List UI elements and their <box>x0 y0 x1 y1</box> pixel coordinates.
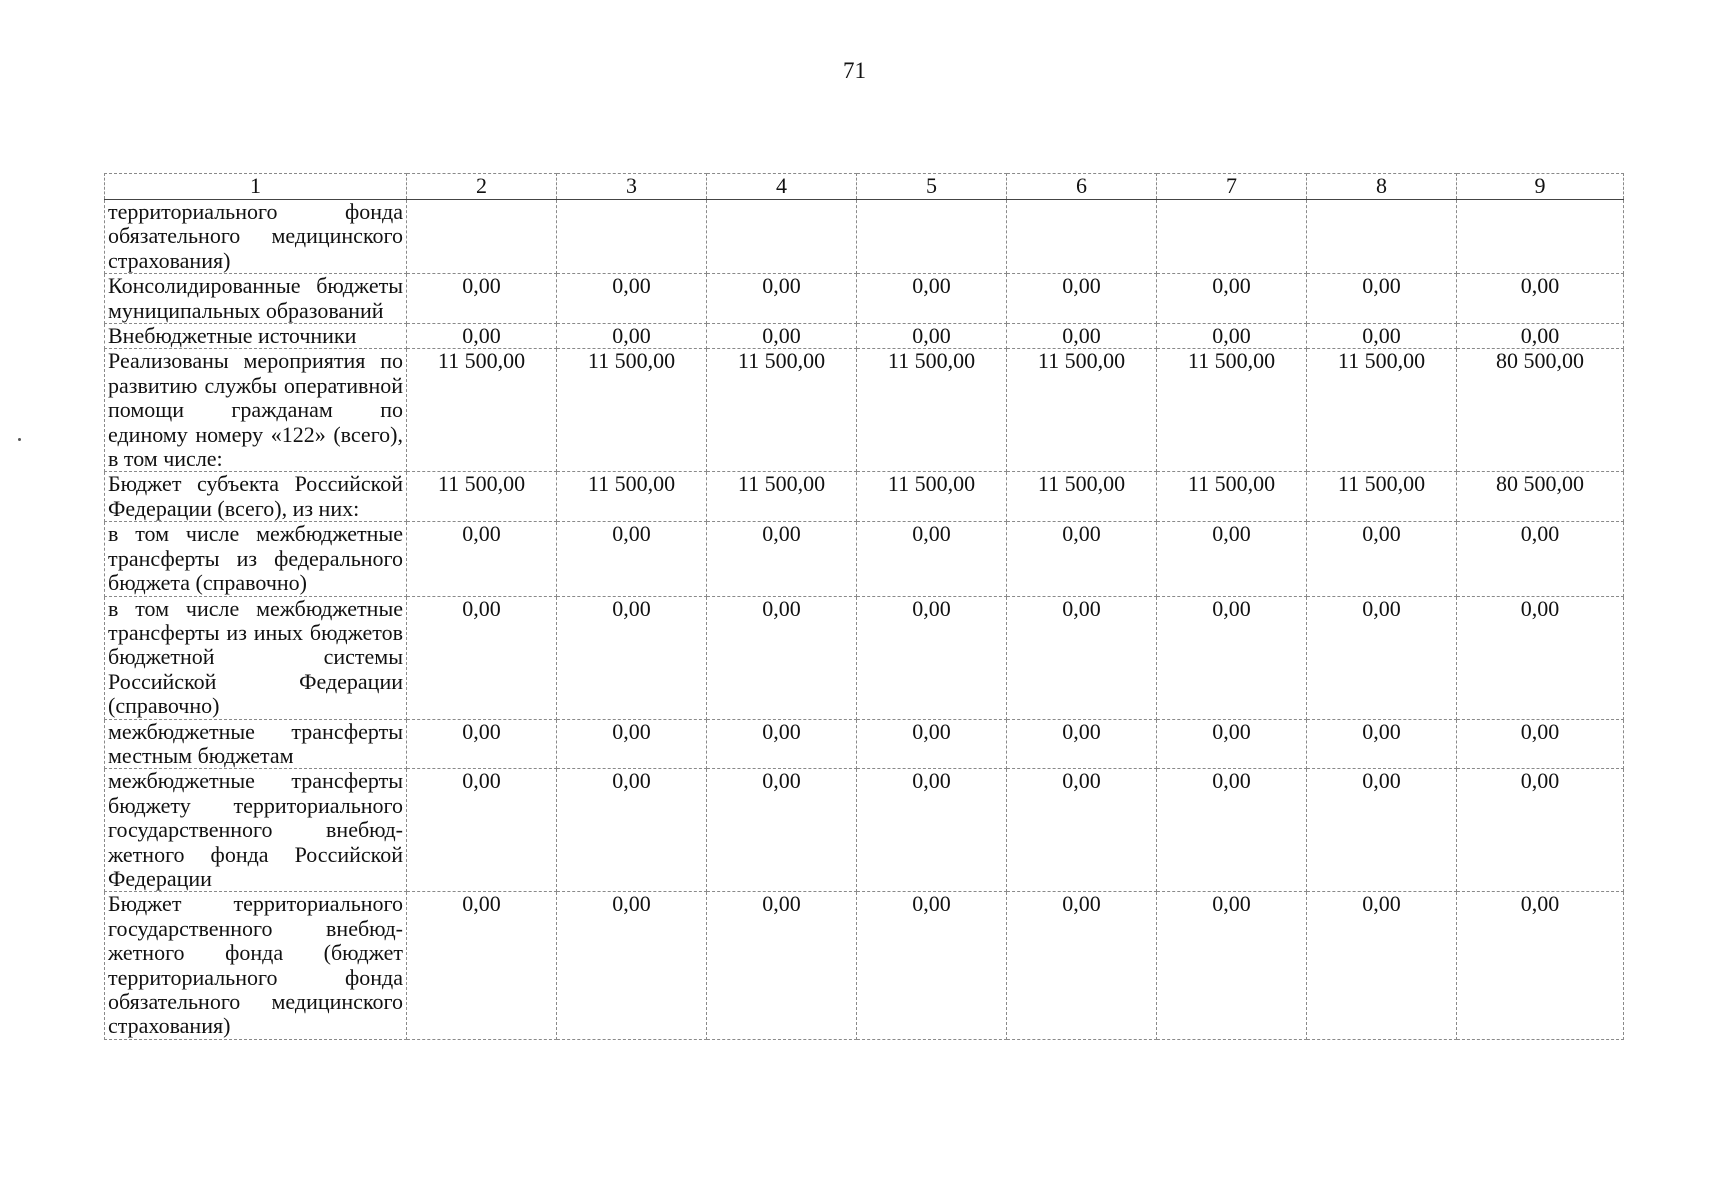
value-cell: 11 500,00 <box>557 349 707 472</box>
value-cell: 0,00 <box>857 324 1007 349</box>
value-cell: 0,00 <box>557 324 707 349</box>
value-cell: 0,00 <box>1307 274 1457 324</box>
value-cell: 0,00 <box>707 719 857 769</box>
value-cell: 11 500,00 <box>1007 472 1157 522</box>
row-label: межбюджетные трансферты бюджету территориального государственного внебюджетного фонда Российской Федерации <box>105 769 407 892</box>
table-row <box>105 324 1624 349</box>
value-cell: 0,00 <box>857 522 1007 596</box>
table-row <box>105 200 1624 274</box>
value-cell: 0,00 <box>407 324 557 349</box>
value-cell: 0,00 <box>1007 892 1157 1039</box>
value-cell: 0,00 <box>407 596 557 719</box>
value-cell: 11 500,00 <box>1157 349 1307 472</box>
value-cell: 0,00 <box>557 719 707 769</box>
budget-table <box>104 173 1624 1040</box>
column-header: 7 <box>1157 174 1307 200</box>
row-label: межбюджетные трансферты местным бюджетам <box>105 719 407 769</box>
value-cell: 11 500,00 <box>857 472 1007 522</box>
value-cell: 0,00 <box>1457 769 1624 892</box>
column-header: 1 <box>105 174 407 200</box>
value-cell: 0,00 <box>407 769 557 892</box>
column-header: 9 <box>1457 174 1624 200</box>
row-label: территориального фонда обязательного медицинского страхования) <box>105 200 407 274</box>
value-cell: 0,00 <box>557 522 707 596</box>
value-cell: 0,00 <box>1157 769 1307 892</box>
value-cell: 0,00 <box>407 274 557 324</box>
value-cell: 0,00 <box>1307 324 1457 349</box>
value-cell: 0,00 <box>1007 769 1157 892</box>
value-cell: 11 500,00 <box>1007 349 1157 472</box>
value-cell: 11 500,00 <box>407 349 557 472</box>
value-cell: 11 500,00 <box>707 349 857 472</box>
value-cell: 0,00 <box>1007 274 1157 324</box>
table-row <box>105 274 1624 324</box>
row-label: в том числе межбюджетные трансферты из федерального бюджета (справочно) <box>105 522 407 596</box>
row-label: Реализованы мероприятия по развитию службы оперативной помощи гражданам по единому номеру «122» (всего), в том числе: <box>105 349 407 472</box>
table-row <box>105 596 1624 719</box>
value-cell: 0,00 <box>707 324 857 349</box>
table-row <box>105 349 1624 472</box>
value-cell <box>857 200 1007 274</box>
value-cell: 0,00 <box>857 769 1007 892</box>
value-cell: 0,00 <box>1157 324 1307 349</box>
value-cell: 0,00 <box>407 719 557 769</box>
scan-artifact-dot <box>18 438 21 441</box>
value-cell: 0,00 <box>707 769 857 892</box>
value-cell: 0,00 <box>1457 274 1624 324</box>
table-body <box>105 200 1624 1040</box>
value-cell: 0,00 <box>707 522 857 596</box>
value-cell <box>707 200 857 274</box>
value-cell: 0,00 <box>1457 892 1624 1039</box>
table-row <box>105 892 1624 1039</box>
value-cell: 0,00 <box>857 892 1007 1039</box>
column-header: 2 <box>407 174 557 200</box>
table-row <box>105 769 1624 892</box>
value-cell: 0,00 <box>1157 892 1307 1039</box>
value-cell: 0,00 <box>857 719 1007 769</box>
value-cell <box>557 200 707 274</box>
value-cell: 0,00 <box>1307 719 1457 769</box>
value-cell: 0,00 <box>1457 522 1624 596</box>
value-cell: 0,00 <box>557 892 707 1039</box>
value-cell: 0,00 <box>557 596 707 719</box>
value-cell: 0,00 <box>1007 324 1157 349</box>
row-label: в том числе межбюджетные трансферты из иных бюджетов бюджетной системы Российской Федерации (справочно) <box>105 596 407 719</box>
value-cell: 0,00 <box>1157 596 1307 719</box>
column-header: 8 <box>1307 174 1457 200</box>
value-cell: 0,00 <box>1007 719 1157 769</box>
value-cell <box>1457 200 1624 274</box>
value-cell: 0,00 <box>707 596 857 719</box>
value-cell: 0,00 <box>1457 324 1624 349</box>
value-cell: 0,00 <box>707 274 857 324</box>
column-header: 6 <box>1007 174 1157 200</box>
table-header-row <box>105 174 1624 200</box>
column-header: 5 <box>857 174 1007 200</box>
value-cell: 11 500,00 <box>707 472 857 522</box>
row-label: Бюджет субъекта Российской Федерации (всего), из них: <box>105 472 407 522</box>
value-cell <box>1307 200 1457 274</box>
value-cell: 0,00 <box>1157 719 1307 769</box>
value-cell: 11 500,00 <box>857 349 1007 472</box>
value-cell <box>1157 200 1307 274</box>
column-header: 4 <box>707 174 857 200</box>
value-cell: 0,00 <box>1307 522 1457 596</box>
value-cell: 0,00 <box>1157 522 1307 596</box>
value-cell: 80 500,00 <box>1457 349 1624 472</box>
row-label: Внебюджетные источники <box>105 324 407 349</box>
table-row <box>105 472 1624 522</box>
value-cell: 80 500,00 <box>1457 472 1624 522</box>
value-cell: 0,00 <box>1007 596 1157 719</box>
value-cell: 0,00 <box>707 892 857 1039</box>
row-label: Консолидированные бюджеты муниципальных образований <box>105 274 407 324</box>
page-number: 71 <box>843 58 866 83</box>
value-cell: 0,00 <box>1457 719 1624 769</box>
value-cell: 0,00 <box>407 892 557 1039</box>
value-cell: 0,00 <box>557 274 707 324</box>
value-cell: 0,00 <box>857 274 1007 324</box>
value-cell: 11 500,00 <box>1307 349 1457 472</box>
value-cell: 0,00 <box>1307 892 1457 1039</box>
table-row <box>105 719 1624 769</box>
value-cell: 11 500,00 <box>557 472 707 522</box>
value-cell: 0,00 <box>1157 274 1307 324</box>
value-cell: 0,00 <box>857 596 1007 719</box>
value-cell: 0,00 <box>1457 596 1624 719</box>
column-header: 3 <box>557 174 707 200</box>
value-cell: 0,00 <box>407 522 557 596</box>
table-row <box>105 522 1624 596</box>
row-label: Бюджет территориального государственного внебюджетного фонда (бюджет территориального фонда обязательного медицинского страхования) <box>105 892 407 1039</box>
value-cell: 11 500,00 <box>407 472 557 522</box>
value-cell <box>407 200 557 274</box>
value-cell: 0,00 <box>1007 522 1157 596</box>
value-cell: 0,00 <box>1307 769 1457 892</box>
value-cell: 0,00 <box>1307 596 1457 719</box>
value-cell <box>1007 200 1157 274</box>
value-cell: 0,00 <box>557 769 707 892</box>
value-cell: 11 500,00 <box>1157 472 1307 522</box>
value-cell: 11 500,00 <box>1307 472 1457 522</box>
